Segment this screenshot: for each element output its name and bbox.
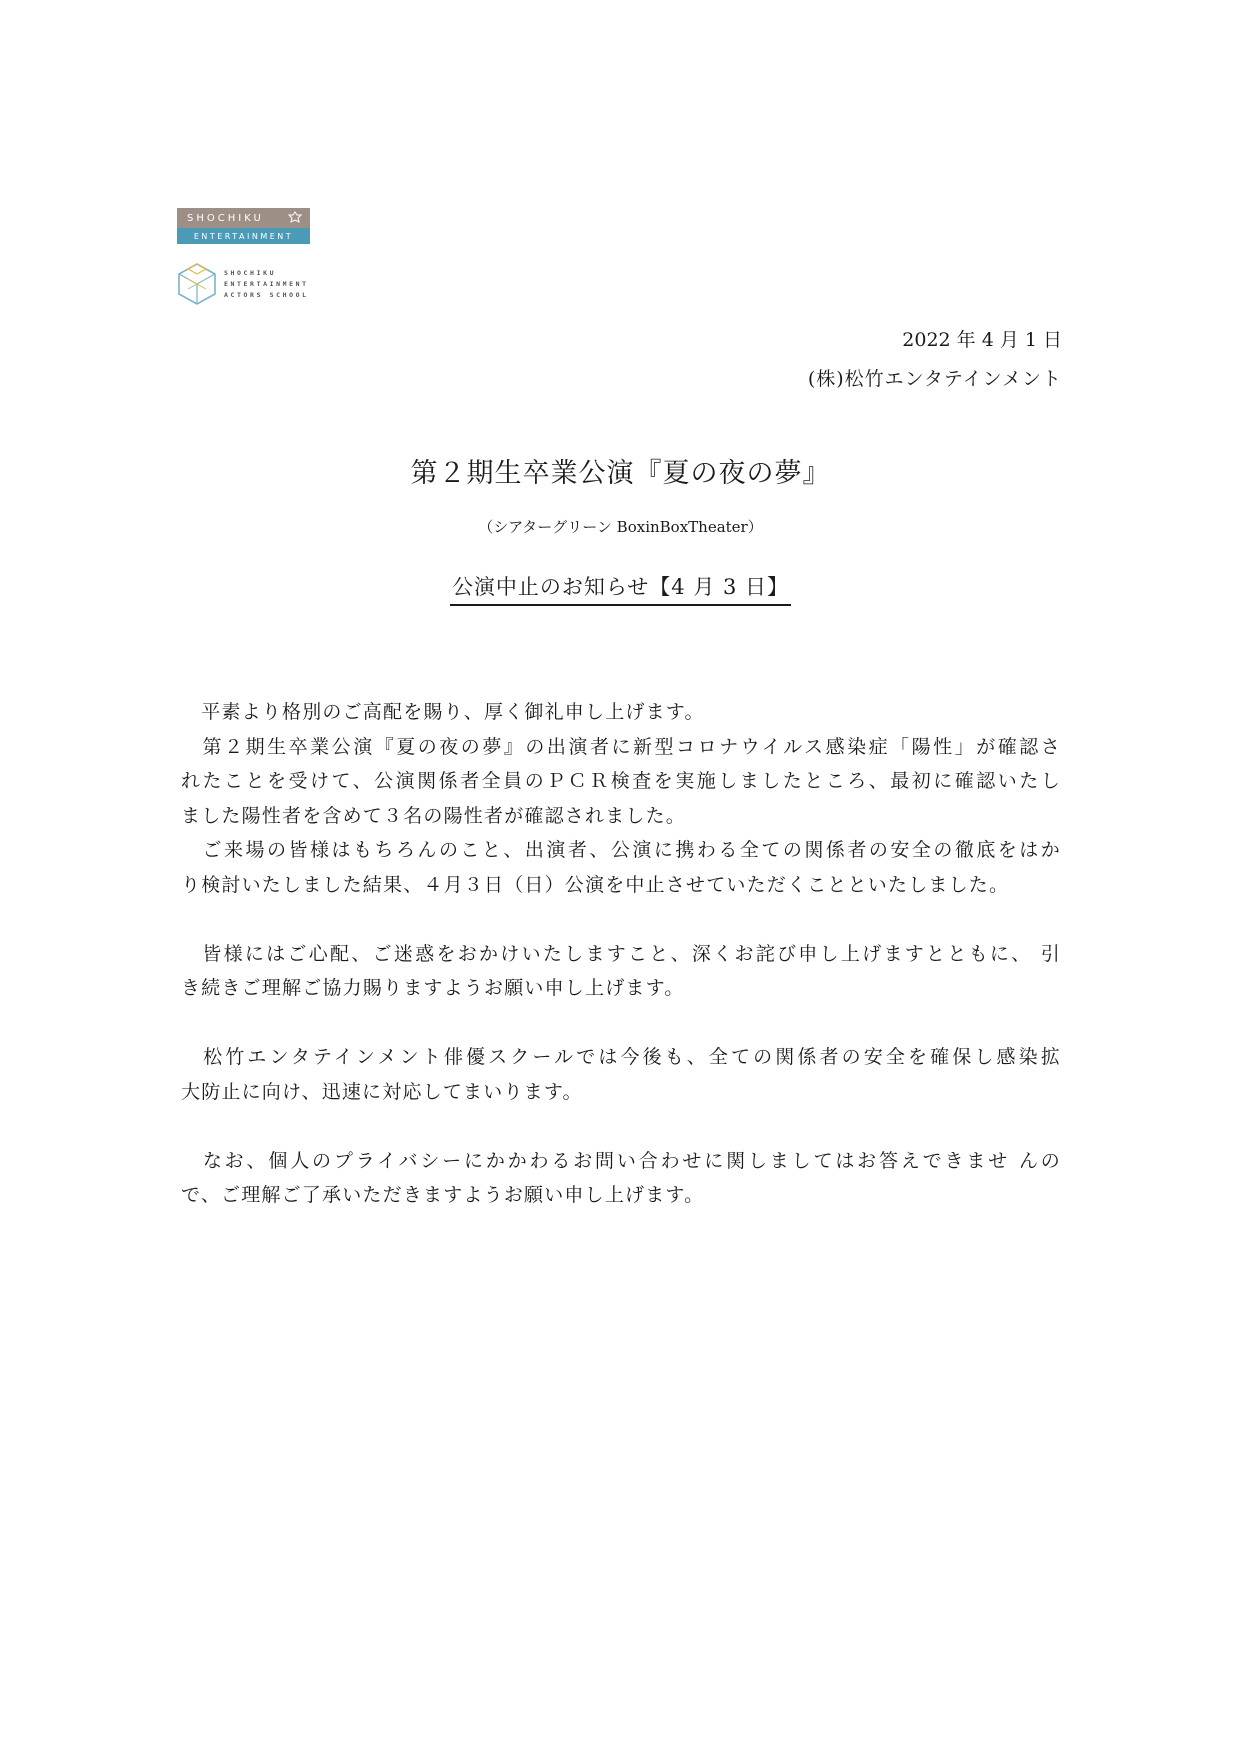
notice-heading (0, 571, 1241, 606)
body-line: 松竹エンタテインメント俳優スクールでは今後も、全ての関係者の安全を確保し感染拡 (181, 1046, 1061, 1068)
paragraph-cancellation (181, 833, 1061, 902)
hexagon-cube-icon (176, 262, 218, 306)
body-line: 皆様にはご心配、ご迷惑をおかけいたしますこと、深くお詫び申し上げますとともに、 引 (181, 942, 1061, 965)
paragraph-positive-case (181, 730, 1061, 834)
body-line: き続きご理解ご協力賜りますようお願い申し上げます。 (181, 977, 685, 999)
document-body (181, 695, 1061, 1213)
school-name-text (224, 268, 309, 301)
actors-school-logo (176, 262, 316, 306)
logo-top-band (177, 208, 310, 228)
body-line: 第２期生卒業公演『夏の夜の夢』の出演者に新型コロナウイルス感染症「陽性」が確認さ (181, 735, 1061, 758)
logo-bottom-band (177, 228, 310, 244)
crest-icon (288, 211, 302, 226)
logo-bottom-text: ENTERTAINMENT (193, 231, 294, 241)
paragraph-privacy (181, 1144, 1061, 1213)
body-line: り検討いたしました結果、４月３日（日）公演を中止させていただくことといたしました。 (181, 873, 1010, 896)
body-line: で、ご理解ご了承いただきますようお願い申し上げます。 (181, 1184, 705, 1206)
body-line: なお、個人のプライバシーにかかわるお問い合わせに関しましてはお答えできませ んの (181, 1149, 1061, 1172)
notice-heading-text: 公演中止のお知らせ【4 月 3 日】 (450, 571, 791, 606)
body-line: ご来場の皆様はもちろんのこと、出演者、公演に携わる全ての関係者の安全の徹底をはか (181, 839, 1061, 861)
paragraph-gap (181, 902, 1061, 937)
paragraph-gap (181, 1109, 1061, 1144)
company-name: (株)松竹エンタテインメント (807, 368, 1062, 390)
paragraph-greeting (181, 695, 1061, 730)
school-line-3: ACTORS SCHOOL (224, 290, 309, 299)
body-line: れたことを受けて、公演関係者全員のＰＣＲ検査を実施しましたところ、最初に確認いたし (181, 770, 1061, 792)
shochiku-entertainment-logo (177, 208, 310, 244)
logo-top-text: SHOCHIKU (187, 212, 264, 224)
body-line: ました陽性者を含めて３名の陽性者が確認されました。 (181, 804, 687, 827)
document-title: 第２期生卒業公演『夏の夜の夢』 (410, 458, 831, 489)
venue-name: （シアターグリーン BoxinBoxTheater） (478, 518, 763, 536)
paragraph-apology (181, 937, 1061, 1006)
issue-date: 2022 年 4 月 1 日 (902, 329, 1062, 351)
paragraph-gap (181, 1006, 1061, 1041)
school-line-1: SHOCHIKU (224, 268, 277, 277)
body-line: 平素より格別のご高配を賜り、厚く御礼申し上げます。 (181, 701, 705, 723)
school-line-2: ENTERTAINMENT (224, 279, 309, 288)
paragraph-safety (181, 1040, 1061, 1109)
body-line: 大防止に向け、迅速に対応してまいります。 (181, 1080, 583, 1103)
